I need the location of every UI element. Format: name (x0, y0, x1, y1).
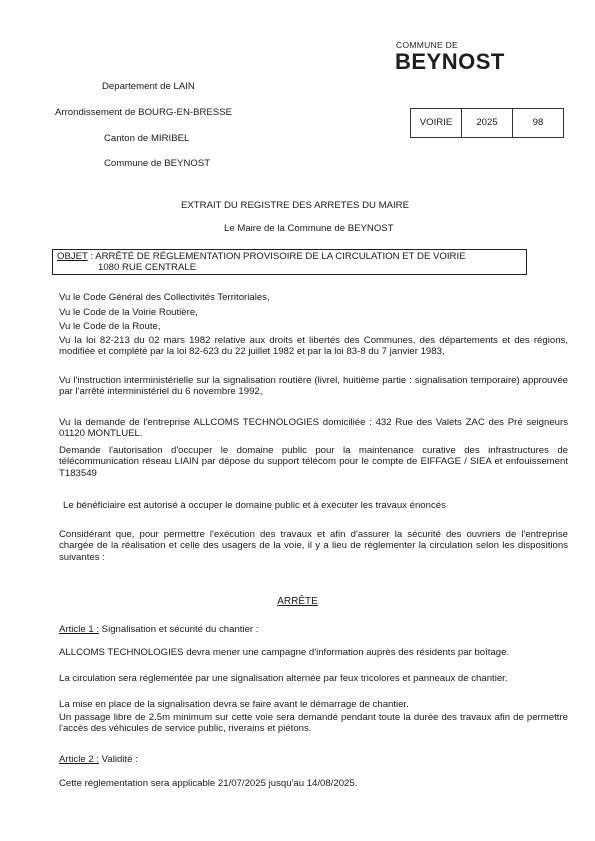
article1-heading (59, 625, 258, 635)
objet-address: 1080 RUE CENTRALE (98, 262, 197, 273)
reference-service: VOIRIE (419, 117, 453, 129)
header-commune: Commune de BEYNOST (104, 158, 211, 169)
vu-loi: Vu la loi 82-213 du 02 mars 1982 relative aux droits et libertés des Communes, des départements et des régions, modifiée et complété par la loi 82-623 du 22 juillet 1982 et par la loi 83-8 du 7 janvier 1983, (59, 335, 568, 358)
header-departement: Departement de LAIN (102, 81, 195, 92)
article2-title: Validité : (99, 754, 138, 765)
article2-validite: Cette réglementation sera applicable 21/07/2025 jusqu'au 14/08/2025. (59, 778, 358, 789)
vu-demande: Vu la demande de l'entreprise ALLCOMS TECHNOLOGIES domiciliée : 432 Rue des Valets ZAC des Pré seigneurs 01120 MONTLUEL. (59, 417, 568, 440)
article1-circulation: La circulation sera réglementée par une signalisation alternée par feux tricolores et panneaux de chantier. (59, 673, 508, 684)
beneficiaire-text: Le bénéficiaire est autorisé à occuper le domaine public et à exécuter les travaux énoncés (63, 500, 446, 511)
arrete-heading: ARRÊTE (277, 596, 318, 607)
reference-box (410, 108, 564, 138)
reference-number: 98 (512, 109, 563, 137)
reference-year: 2025 (461, 109, 512, 137)
objet-box (52, 249, 527, 275)
article1-title: Signalisation et sécurité du chantier : (99, 624, 259, 635)
vu-cgct: Vu le Code Général des Collectivités Territoriales, (59, 292, 270, 303)
header-canton: Canton de MIRIBEL (104, 133, 190, 144)
demande-autorisation: Demande l'autorisation d'occuper le domaine public pour la maintenance curative des infrastructures de télécommunication réseau LIAIN par dépose du support télécom pour le compte de EIFFAGE / SIEA et enfouissement T183549 (59, 445, 568, 479)
header-arrondissement: Arrondissement de BOURG-EN-BRESSE (55, 107, 233, 118)
document-title: EXTRAIT DU REGISTRE DES ARRETES DU MAIRE (181, 200, 409, 211)
considerant-text: Considérant que, pour permettre l'exécution des travaux et afin d'assurer la sécurité des ouvriers de l'entreprise chargée de la réalisation et celle des usagers de la voie, il y a lieu de réglementer la circulation selon les dispositions suivantes : (59, 529, 568, 563)
logo-wordmark: BEYNOST (395, 49, 505, 74)
article1-label: Article 1 : (59, 624, 99, 635)
logo-caption: COMMUNE DE (396, 40, 459, 50)
vu-route: Vu le Code de la Route, (59, 321, 161, 332)
article2-heading (59, 755, 138, 765)
article1-information: ALLCOMS TECHNOLOGIES devra mener une campagne d'information auprès des résidents par boîtage. (59, 647, 510, 658)
document-subtitle: Le Maire de la Commune de BEYNOST (224, 223, 394, 234)
objet-text: : ARRÊTÉ DE RÉGLEMENTATION PROVISOIRE DE LA CIRCULATION ET DE VOIRIE (87, 251, 466, 262)
objet-label: OBJET (57, 251, 88, 262)
article2-label: Article 2 : (59, 754, 99, 765)
article1-passage: Un passage libre de 2.5m minimum sur cette voie sera demandé pendant toute la durée des travaux afin de permettre l'accès des véhicules de service public, riverains et piétons. (59, 712, 568, 735)
vu-voirie: Vu le Code de la Voirie Routière, (59, 307, 198, 318)
vu-instruction: Vu l'instruction interministérielle sur la signalisation routière (livrel, huitième partie : signalisation temporaire) approuvée par l'arrêté interministériel du 6 novembre 1992, (59, 375, 568, 398)
article1-signalisation: La mise en place de la signalisation devra se faire avant le démarrage de chantier. (59, 699, 409, 710)
objet-line (57, 252, 466, 262)
